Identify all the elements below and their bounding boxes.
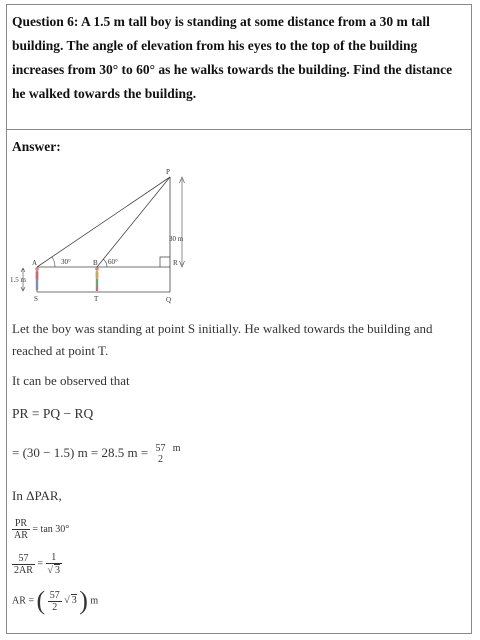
section-divider xyxy=(6,129,472,130)
fraction-numerator: 1 xyxy=(51,552,57,563)
paragraph-observe: It can be observed that xyxy=(12,373,130,388)
boy-at-t-icon xyxy=(95,267,99,291)
label-q: Q xyxy=(166,296,172,304)
geometry-figure xyxy=(10,165,210,310)
sqrt-radicand: 3 xyxy=(71,595,77,607)
left-paren: ( xyxy=(36,586,46,615)
label-r: R xyxy=(173,259,178,267)
label-s: S xyxy=(34,295,38,303)
label-building-height: 30 m xyxy=(169,235,184,243)
fraction-unit: m xyxy=(172,443,181,454)
right-angle-marker xyxy=(160,257,170,267)
label-p: P xyxy=(166,168,170,176)
equation-value-prefix: = (30 − 1.5) m = 28.5 m = xyxy=(12,444,149,460)
fraction-denominator: 2AR xyxy=(14,564,33,576)
sqrt-3: √ 3 xyxy=(64,595,77,607)
fraction-denominator: √ 3 xyxy=(47,565,61,576)
equation-value xyxy=(12,443,181,465)
label-angle-b: 60° xyxy=(108,258,118,266)
fraction-numerator: 57 xyxy=(49,589,60,601)
ar-equals: AR = xyxy=(12,595,35,607)
label-a: A xyxy=(32,259,38,267)
label-angle-a: 30° xyxy=(61,258,71,266)
question-text: Question 6: A 1.5 m tall boy is standing at some distance from a 30 m tall building. The angle of elevation from his eyes to the top of the building increases from 30° to 60° as he walks towards the building. Find the distance he walked towards the building. xyxy=(12,14,453,101)
equation-pr: PR = PQ − RQ xyxy=(12,406,94,421)
fraction-numerator: 57 xyxy=(155,443,166,454)
math-line-3 xyxy=(12,586,98,616)
math-line-2 xyxy=(12,552,62,576)
unit-m: m xyxy=(90,595,99,607)
in-triangle-label: In ΔPAR, xyxy=(12,488,62,503)
line-ap xyxy=(37,177,170,267)
fraction-numerator: 57 xyxy=(18,552,29,564)
fraction-numerator: PR xyxy=(14,518,28,529)
angle-arc-a xyxy=(52,257,55,267)
math-line-1 xyxy=(12,518,69,541)
sqrt-radicand: 3 xyxy=(55,565,61,576)
tan-30: = tan 30° xyxy=(32,523,70,535)
label-t: T xyxy=(94,295,99,303)
fraction-57-2-b xyxy=(48,590,62,613)
right-paren: ) xyxy=(79,586,88,615)
equals-sign: = xyxy=(37,558,44,570)
fraction-denominator: 2 xyxy=(48,601,62,613)
fraction-57-2ar xyxy=(12,553,35,576)
fraction-57-2 xyxy=(153,443,167,465)
angle-arc-b xyxy=(103,259,107,267)
label-b: B xyxy=(93,259,98,267)
fraction-denominator: 2 xyxy=(157,454,163,465)
paragraph-intro: Let the boy was standing at point S initially. He walked towards the building and reached at point T. xyxy=(12,321,433,358)
fraction-pr-ar xyxy=(12,518,30,541)
answer-label: Answer: xyxy=(12,139,61,154)
boy-at-s-icon xyxy=(35,267,39,290)
fraction-denominator: AR xyxy=(14,530,28,541)
label-boy-height: 1.5 m xyxy=(10,276,26,284)
fraction-1-root3 xyxy=(46,552,63,576)
line-bp xyxy=(97,177,170,267)
